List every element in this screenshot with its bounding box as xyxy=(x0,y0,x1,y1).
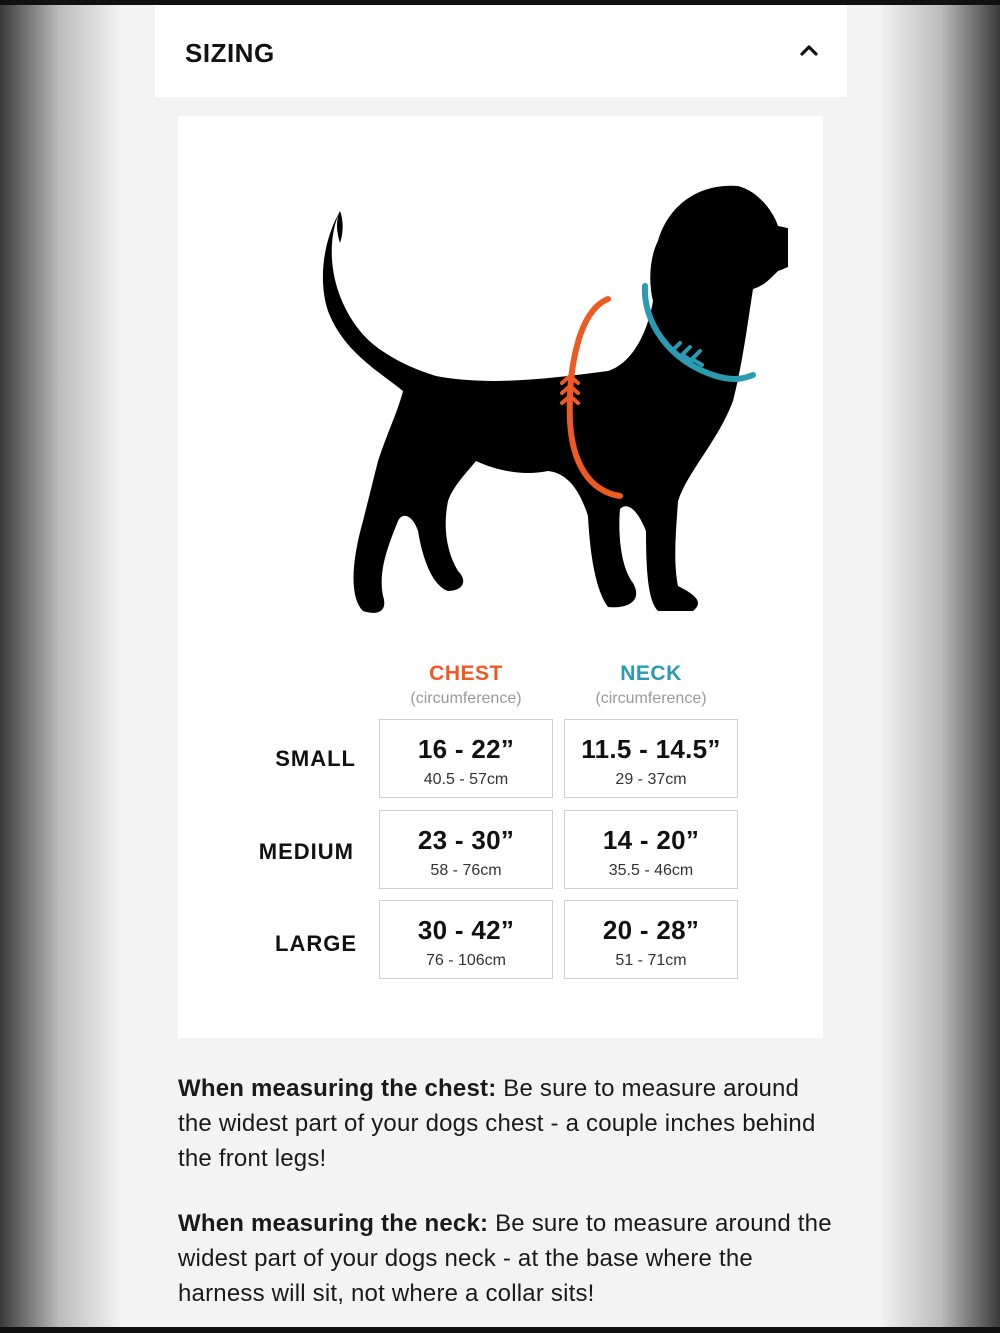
size-label-large: LARGE xyxy=(275,931,357,956)
product-page xyxy=(120,5,882,1327)
small-neck-inches: 11.5 - 14.5” xyxy=(581,734,721,764)
bottom-edge xyxy=(0,1327,1000,1333)
neck-column-sublabel: (circumference) xyxy=(595,690,707,707)
size-chart-image xyxy=(178,116,823,1038)
neck-column-header xyxy=(561,662,741,708)
large-chest-inches: 30 - 42” xyxy=(417,915,515,945)
large-neck-cm: 51 - 71cm xyxy=(615,952,687,969)
medium-neck-inches: 14 - 20” xyxy=(602,825,700,855)
chest-instructions-heading: When measuring the chest: xyxy=(178,1075,497,1102)
chevron-up-icon[interactable] xyxy=(799,43,819,57)
medium-neck-cell xyxy=(564,810,738,889)
chest-column-sublabel: (circumference) xyxy=(410,690,522,707)
accordion-title: SIZING xyxy=(185,38,275,68)
medium-chest-cm: 58 - 76cm xyxy=(430,862,502,879)
neck-instructions-text: Be sure to measure around the widest part of your dogs neck - at the base where the harness will sit, not where a collar sits! xyxy=(178,1210,832,1307)
neck-measuring-instructions xyxy=(178,1206,838,1311)
large-neck-cell xyxy=(564,900,738,979)
small-chest-inches: 16 - 22” xyxy=(417,734,515,764)
medium-chest-inches: 23 - 30” xyxy=(417,825,515,855)
small-neck-cm: 29 - 37cm xyxy=(615,771,687,788)
large-neck-inches: 20 - 28” xyxy=(602,915,700,945)
medium-neck-cm: 35.5 - 46cm xyxy=(608,862,694,879)
sizing-accordion-header[interactable] xyxy=(155,5,847,97)
medium-chest-cell xyxy=(379,810,553,889)
large-chest-cm: 76 - 106cm xyxy=(425,952,507,969)
large-chest-cell xyxy=(379,900,553,979)
chest-instructions-text: Be sure to measure around the widest part of your dogs chest - a couple inches behind the front legs! xyxy=(178,1075,816,1172)
dog-silhouette-icon xyxy=(248,171,788,641)
small-chest-cm: 40.5 - 57cm xyxy=(423,771,509,788)
chest-column-label: CHEST xyxy=(429,662,503,685)
chest-measuring-instructions xyxy=(178,1071,838,1176)
small-chest-cell xyxy=(379,719,553,798)
size-label-medium: MEDIUM xyxy=(258,839,354,864)
neck-column-label: NECK xyxy=(620,662,682,685)
small-neck-cell xyxy=(564,719,738,798)
size-label-small: SMALL xyxy=(275,746,356,771)
neck-instructions-heading: When measuring the neck: xyxy=(178,1210,489,1237)
chest-column-header xyxy=(376,662,556,708)
